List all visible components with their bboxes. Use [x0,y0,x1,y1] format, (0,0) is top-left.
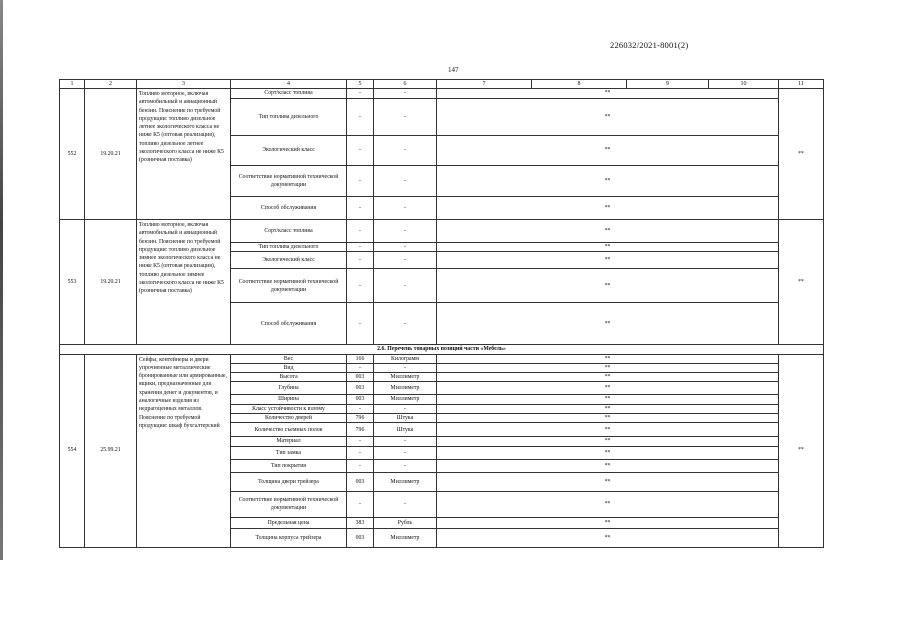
unit-name: - [374,491,437,517]
unit-name: - [374,99,437,136]
okei-code: - [347,404,374,413]
unit-name: Миллиметр [374,528,437,547]
characteristic-name: Тип покрытия [231,459,347,472]
unit-name: - [374,89,437,99]
okei-code: 003 [347,382,374,395]
okei-code: - [347,252,374,269]
characteristic-name: Соответствие нормативной технической документации [231,269,347,303]
okei-code: - [347,437,374,446]
instruction-mark: ** [779,89,824,220]
okei-code: 003 [347,373,374,382]
unit-name: Штука [374,414,437,423]
characteristic-name: Класс устойчивости к взлому [231,404,347,413]
characteristic-name: Материал [231,437,347,446]
okei-code: - [347,220,374,243]
column-number-9: 9 [627,80,709,89]
column-number-5: 5 [347,80,374,89]
unit-name: Миллиметр [374,472,437,491]
okei-code: - [347,491,374,517]
column-number-2: 2 [85,80,137,89]
characteristic-name: Соответствие нормативной технической документации [231,491,347,517]
instruction-mark: ** [779,354,824,547]
okei-code: - [347,459,374,472]
characteristic-name: Экологический класс [231,136,347,166]
unit-name: - [374,136,437,166]
item-number: 553 [60,220,85,345]
characteristic-name: Способ обслуживания [231,303,347,345]
characteristic-name: Тип топлива дизельного [231,99,347,136]
item-number: 554 [60,354,85,547]
characteristic-value: ** [437,472,779,491]
column-number-row [60,80,824,89]
characteristic-name: Соответствие нормативной технической документации [231,166,347,197]
section-title: 2.6. Перечень товарных позиций части «Мебель» [60,345,824,354]
okei-code: 166 [347,354,374,363]
unit-name: - [374,243,437,252]
characteristic-value: ** [437,269,779,303]
okei-code: - [347,243,374,252]
characteristic-value: ** [437,414,779,423]
characteristic-name: Толщина двери трейзера [231,472,347,491]
okei-code: - [347,136,374,166]
okpd-code: 25.99.21 [85,354,137,547]
item-name: Топливо моторное, включая автомобильный и авиационный бензин. Пояснение по требуемой продукции: топливо дизельное зимнее экологического класса не ниже К5 (оптовая реализация), топливо дизельное зимнее экологического класса не ниже К5 (розничная поставка) [137,220,231,345]
unit-name: - [374,166,437,197]
characteristic-name: Сорт/класс топлива [231,220,347,243]
scan-edge [0,0,3,560]
unit-name: - [374,252,437,269]
column-number-1: 1 [60,80,85,89]
characteristic-name: Вид [231,363,347,372]
unit-name: - [374,437,437,446]
okei-code: 383 [347,517,374,528]
characteristic-value: ** [437,373,779,382]
unit-name: - [374,220,437,243]
characteristic-value: ** [437,99,779,136]
okpd-code: 19.20.21 [85,89,137,220]
characteristic-value: ** [437,363,779,372]
okei-code: - [347,269,374,303]
characteristic-value: ** [437,89,779,99]
characteristic-name: Тип замка [231,446,347,459]
okei-code: - [347,446,374,459]
okei-code: - [347,99,374,136]
unit-name: - [374,404,437,413]
products-table [59,79,824,548]
page-number: 147 [448,66,459,74]
item-name: Сейфы, контейнеры и двери упрочненные металлические бронированные или армированные, ящики, предназначенные для хранения денег и документов, и аналогичные изделия из недрагоценных металлов. Пояснение по требуемой продукции: шкаф бухгалтерский [137,354,231,547]
instruction-mark: ** [779,220,824,345]
characteristic-name: Способ обслуживания [231,197,347,220]
column-number-11: 11 [779,80,824,89]
characteristic-value: ** [437,252,779,269]
item-number: 552 [60,89,85,220]
characteristic-name: Тип топлива дизельного [231,243,347,252]
characteristic-name: Экологический класс [231,252,347,269]
okpd-code: 19.20.21 [85,220,137,345]
characteristic-value: ** [437,197,779,220]
characteristic-name: Количество съемных полок [231,423,347,437]
item-name: Топливо моторное, включая автомобильный и авиационный бензин. Пояснение по требуемой продукции: топливо дизельное летнее экологического класса не ниже К5 (оптовая реализация), топливо дизельное летнее экологического класса не ниже К5 (розничная поставка) [137,89,231,220]
characteristic-name: Вес [231,354,347,363]
column-number-3: 3 [137,80,231,89]
column-number-10: 10 [709,80,779,89]
okei-code: - [347,197,374,220]
column-number-6: 6 [374,80,437,89]
okei-code: 003 [347,395,374,404]
characteristic-name: Высота [231,373,347,382]
table-row [60,354,824,363]
unit-name: - [374,269,437,303]
characteristic-value: ** [437,446,779,459]
characteristic-name: Предельная цена [231,517,347,528]
characteristic-name: Количество дверей [231,414,347,423]
unit-name: Килограмм [374,354,437,363]
unit-name: Миллиметр [374,373,437,382]
characteristic-value: ** [437,166,779,197]
okei-code: - [347,363,374,372]
characteristic-name: Сорт/класс топлива [231,89,347,99]
okei-code: - [347,166,374,197]
unit-name: - [374,303,437,345]
okei-code: - [347,89,374,99]
okei-code: 796 [347,423,374,437]
characteristic-value: ** [437,404,779,413]
characteristic-value: ** [437,491,779,517]
characteristic-value: ** [437,303,779,345]
characteristic-value: ** [437,220,779,243]
characteristic-value: ** [437,423,779,437]
okei-code: 003 [347,528,374,547]
characteristic-value: ** [437,437,779,446]
characteristic-value: ** [437,136,779,166]
unit-name: Штука [374,423,437,437]
characteristic-name: Ширина [231,395,347,404]
unit-name: Миллиметр [374,395,437,404]
unit-name: - [374,446,437,459]
okei-code: - [347,303,374,345]
characteristic-value: ** [437,459,779,472]
unit-name: - [374,363,437,372]
column-number-7: 7 [437,80,532,89]
unit-name: Миллиметр [374,382,437,395]
unit-name: - [374,197,437,220]
column-number-8: 8 [532,80,627,89]
characteristic-value: ** [437,243,779,252]
table-row [60,220,824,243]
characteristic-value: ** [437,528,779,547]
characteristic-name: Толщина корпуса трейзера [231,528,347,547]
characteristic-value: ** [437,517,779,528]
okei-code: 796 [347,414,374,423]
unit-name: Рубль [374,517,437,528]
section-row [60,345,824,354]
document-number: 226032/2021-8001(2) [610,40,689,50]
characteristic-name: Глубина [231,382,347,395]
unit-name: - [374,459,437,472]
table-row [60,89,824,99]
characteristic-value: ** [437,395,779,404]
characteristic-value: ** [437,382,779,395]
column-number-4: 4 [231,80,347,89]
characteristic-value: ** [437,354,779,363]
okei-code: 003 [347,472,374,491]
